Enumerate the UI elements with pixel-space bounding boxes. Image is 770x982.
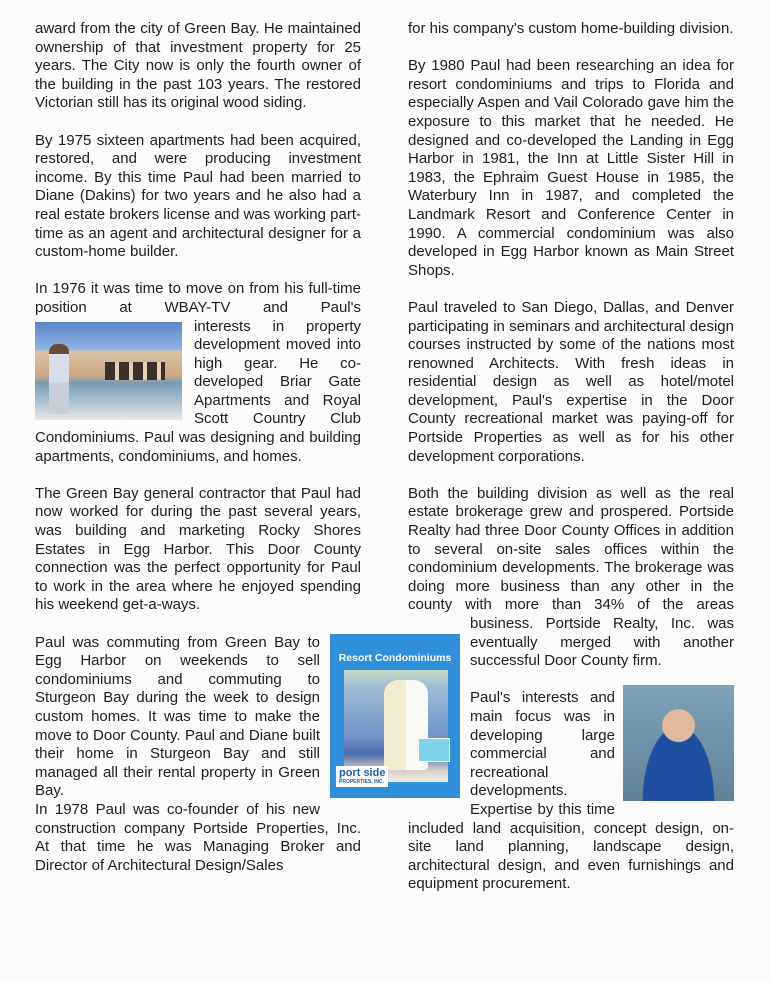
logo-subtext: PROPERTIES, INC.: [339, 778, 385, 785]
paragraph: By 1975 sixteen apartments had been acquired, restored, and were producing investment income. By this time Paul had been married to Diane (Dakins) for two years and he also had a real estate brokers license and was working part-time as an agent and architectural designer for a custom-home builder.: [35, 131, 361, 261]
paragraph: [408, 57, 734, 280]
construction-site-photo: [35, 322, 182, 420]
paragraph: In 1976 it was time to move on from his full-time position at WBAY-TV and Paul's: [35, 280, 361, 316]
brochure-title: Resort Condominiums: [338, 651, 452, 664]
logo-text: port side: [339, 766, 386, 779]
left-column: [35, 20, 452, 894]
paragraph: award from the city of Green Bay. He maintained ownership of that investment property for 25 years. The City now is only the fourth owner of the building in the past 103 years. The restored Victorian still has its original wood siding.: [35, 20, 361, 112]
paragraph-text: Paul was commuting from Green Bay to Egg Harbor on weekends to sell condominiums and commuting to Sturgeon Bay during the week to design custom homes. It was time to make the move to Door County. Paul and Diane built their home in Sturgeon Bay and still managed all their rental property in Green Bay.: [35, 633, 320, 800]
paragraph: In 1978 Paul was co-founder of his new construction company Portside Properties, Inc. At that time he was Managing Broker and Director of Architectural Design/Sales: [35, 800, 361, 874]
paragraph: Paul traveled to San Diego, Dallas, and Denver participating in seminars and architectural design courses instructed by some of the nations most renowned Architects. With fresh ideas in residential design as well as hotel/motel development, Paul's expertise in the Door County recreational market was paying-off for Portside Properties as well as for his other development corporations.: [408, 298, 734, 465]
right-column: [408, 20, 734, 913]
paragraph-text: By 1980 Paul had been researching an idea for resort condominiums and trips to Florida and especially Aspen and Vail Colorado gave him the exposure to this market that he needed. He designed and co-developed the Landing in Egg Harbor in 1981, the Inn at Little Sister Hill in 1983, the Ephraim Guest House in 1985, the Waterbury Inn in 1987, and completed the Landmark Resort and Conference Center in 1990. A commercial condominium was also developed in Egg Harbor known as Main Street Shops.: [408, 57, 734, 279]
paragraph: [35, 633, 452, 801]
paragraph: for his company's custom home-building division.: [408, 20, 734, 37]
paragraph: Paul's interests and main focus was in developing large commercial and recreational developments. Expertise by this time included land acquisition, concept design, on-site land planning, landscape design, architectural design, and even furnishings and equipment procurement.: [408, 689, 734, 893]
paragraph: Both the building division as well as the real estate brokerage grew and prospered. Portside Realty had three Door County Offices in addition to several on-site sales offices within the condominium developments. The brokerage was doing more business than any other in the county with more than 34% of the areas business. Portside Realty, Inc. was eventually merged with another successful Door County firm.: [408, 484, 734, 670]
portside-logo: [336, 766, 388, 787]
paragraph-text: interests in property development moved into high gear. He co-developed Briar Gate Apartments and Royal Scott Country Club Condominiums. Paul was designing and building apartments, condominiums, and homes.: [35, 317, 361, 465]
paragraph-continued: [35, 318, 361, 467]
paragraph: The Green Bay general contractor that Paul had now worked for during the past several years, was building and marketing Rocky Shores Estates in Egg Harbor. This Door County connection was the perfect opportunity for Paul to work in the area where he enjoyed spending his weekend get-a-ways.: [35, 484, 361, 614]
portrait-photo: [623, 685, 734, 801]
